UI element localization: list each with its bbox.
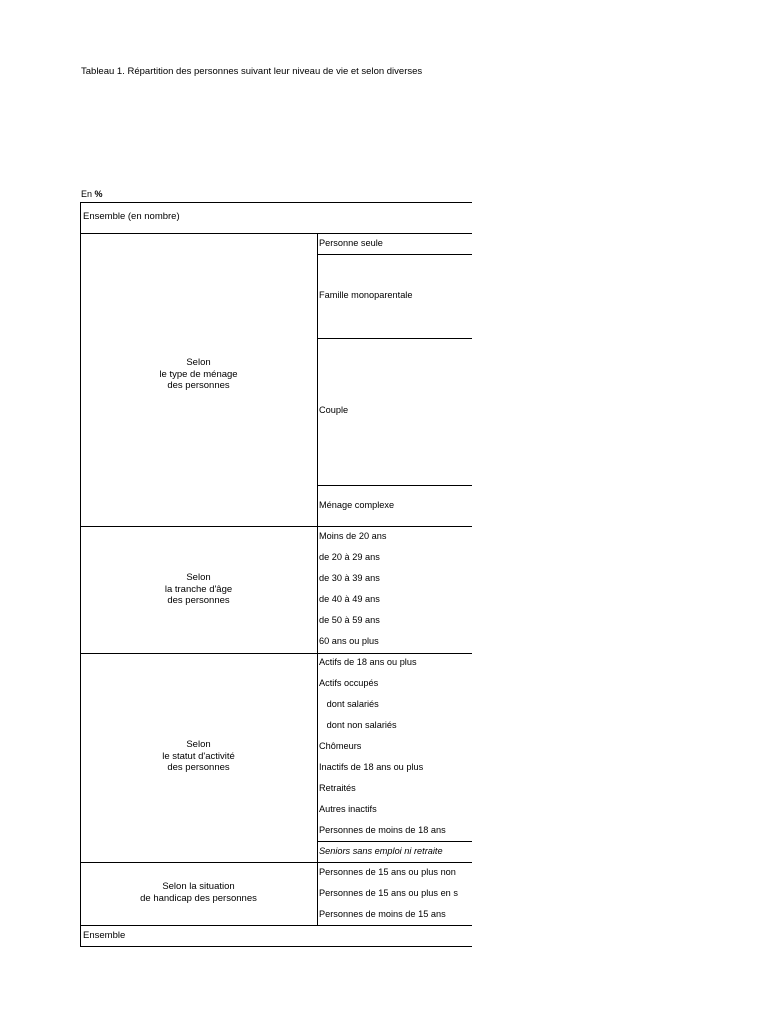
group-label-line: de handicap des personnes xyxy=(140,892,257,904)
group-label-line: le statut d'activité xyxy=(162,750,235,762)
table-row-label: de 30 à 39 ans xyxy=(319,573,380,583)
subrow-divider xyxy=(317,485,472,486)
table-row-label: Autres inactifs xyxy=(319,804,377,814)
table-row-label: Personnes de moins de 15 ans xyxy=(319,909,446,919)
row-divider xyxy=(80,925,472,926)
table-bottom-border xyxy=(80,946,472,947)
table-row-label: Personnes de 15 ans ou plus en s xyxy=(319,888,458,898)
table-row-label: Actifs de 18 ans ou plus xyxy=(319,657,417,667)
table-top-border xyxy=(80,202,472,203)
group-label-line: Selon la situation xyxy=(162,881,235,892)
group-divider xyxy=(80,526,472,527)
table-row-label: de 20 à 29 ans xyxy=(319,552,380,562)
group-label-activite xyxy=(80,739,317,774)
table-row-label: Personnes de moins de 18 ans xyxy=(319,825,446,835)
ensemble-count-label: Ensemble (en nombre) xyxy=(83,211,180,222)
group-divider xyxy=(80,862,472,863)
table-row-label: 60 ans ou plus xyxy=(319,636,379,646)
group-label-handicap xyxy=(80,881,317,904)
subrow-divider xyxy=(317,254,472,255)
table-row-label: Famille monoparentale xyxy=(319,290,413,300)
table-row-label: Ménage complexe xyxy=(319,500,395,510)
group-label-line: Selon xyxy=(186,572,211,583)
group-label-line: des personnes xyxy=(167,380,230,391)
table-title: Tableau 1. Répartition des personnes suivant leur niveau de vie et selon diverses xyxy=(81,66,423,77)
group-label-line: des personnes xyxy=(167,595,230,606)
table-row-label: Actifs occupés xyxy=(319,678,379,688)
table-row-label: de 40 à 49 ans xyxy=(319,594,380,604)
table-row-label: Couple xyxy=(319,405,349,415)
group-label-menage xyxy=(80,357,317,392)
group-label-line: des personnes xyxy=(167,762,230,773)
table-row-label: Personnes de 15 ans ou plus non xyxy=(319,867,456,877)
subrow-divider xyxy=(317,338,472,339)
table-row-label: de 50 à 59 ans xyxy=(319,615,380,625)
subrow-divider xyxy=(317,841,472,842)
unit-symbol: % xyxy=(94,189,103,199)
table-row-label: Retraités xyxy=(319,783,356,793)
group-label-age xyxy=(80,572,317,607)
ensemble-label: Ensemble xyxy=(83,930,126,941)
group-label-line: la tranche d'âge xyxy=(164,583,233,595)
row-divider xyxy=(80,233,472,234)
table-row-label: Personne seule xyxy=(319,238,383,248)
table-row-label: Chômeurs xyxy=(319,741,362,751)
table-row-label: Seniors sans emploi ni retraite xyxy=(319,846,443,856)
table-row-label: Inactifs de 18 ans ou plus xyxy=(319,762,424,772)
group-label-line: Selon xyxy=(186,739,211,750)
column-divider xyxy=(317,233,318,926)
group-label-line: le type de ménage xyxy=(159,368,238,380)
table-row-label: Moins de 20 ans xyxy=(319,531,387,541)
unit-prefix: En xyxy=(81,189,95,199)
table-row-label: dont salariés xyxy=(319,699,379,709)
group-divider xyxy=(80,653,472,654)
table-row-label: dont non salariés xyxy=(319,720,397,730)
group-label-line: Selon xyxy=(186,357,211,368)
